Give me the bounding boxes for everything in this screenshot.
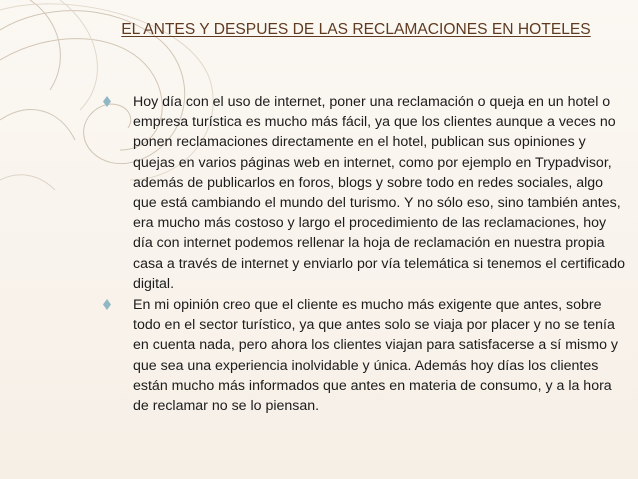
diamond-bullet-icon (103, 299, 111, 310)
bullet-item (96, 92, 626, 294)
bullet-text: En mi opinión creo que el cliente es mucho más exigente que antes, sobre todo en el sector turístico, ya que antes solo se viaja por placer y no se tenía en cuenta nada, pero ahora los clientes viajan para satisfacerse a sí mismo y que sea una experiencia inolvidable y única. Además hoy días los clientes están mucho más informados que antes en materia de consumo, y a la hora de reclamar no se lo piensan. (133, 297, 619, 415)
slide-title: EL ANTES Y DESPUES DE LAS RECLAMACIONES EN HOTELES (121, 21, 591, 38)
bullet-item (96, 295, 626, 416)
bullet-list (96, 92, 626, 417)
diamond-bullet-icon (103, 96, 111, 107)
bullet-text: Hoy día con el uso de internet, poner una reclamación o queja en un hotel o empresa turística es mucho más fácil, ya que los clientes aunque a veces no ponen reclamaciones directamente en el hotel, publican sus opiniones y quejas en varios páginas web en internet, como por ejemplo en Trypadvisor, además de publicarlos en foros, blogs y sobre todo en redes sociales, algo que está cambiando el mundo del turismo. Y no sólo eso, sino también antes, era mucho más costoso y largo el procedimiento de las reclamaciones, hoy día con internet podemos rellenar la hoja de reclamación en nuestra propia casa a través de internet y enviarlo por vía telemática si tenemos el certificado digital. (133, 94, 626, 292)
